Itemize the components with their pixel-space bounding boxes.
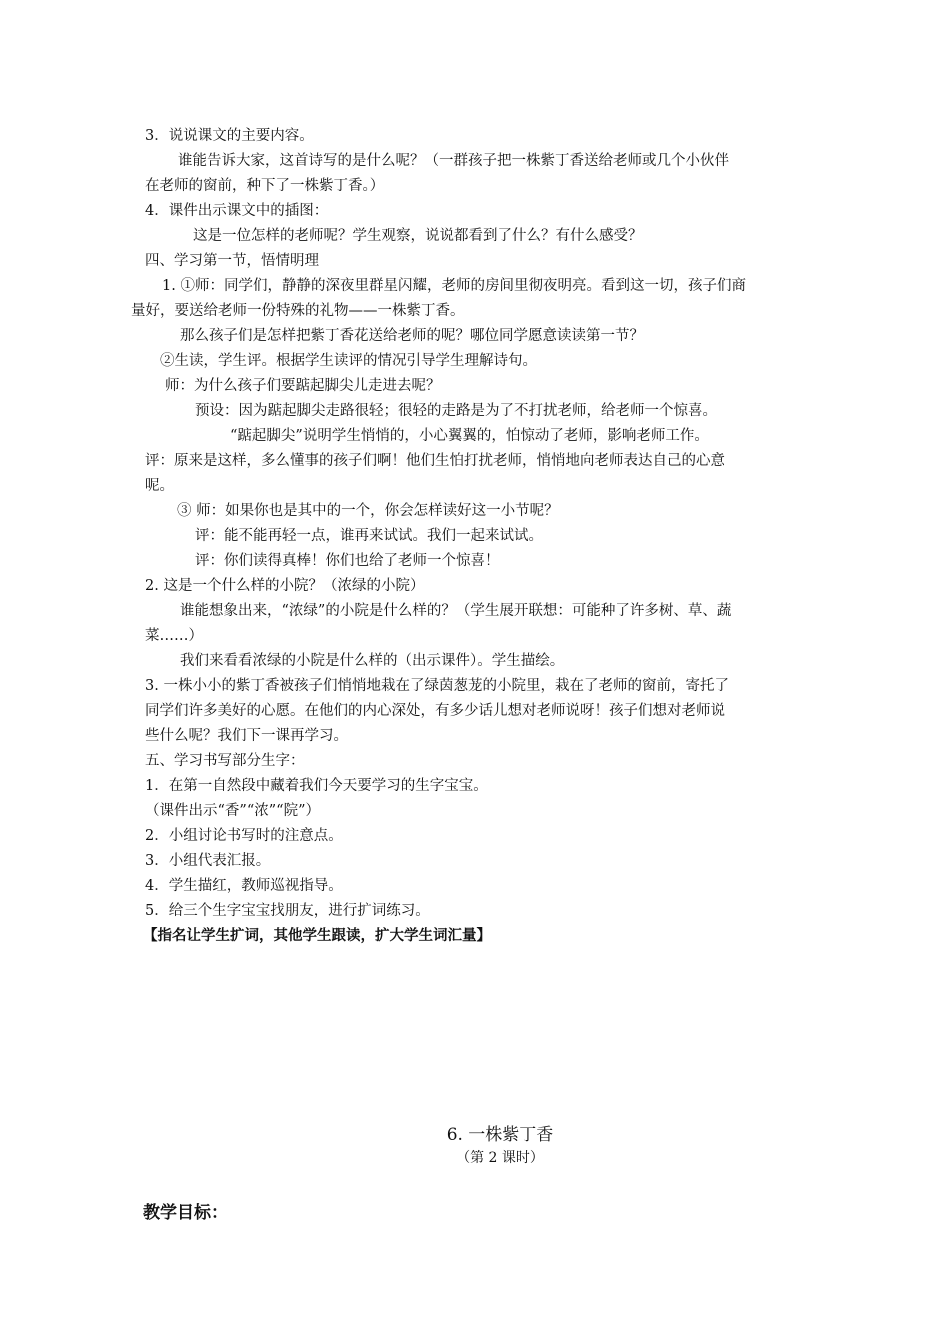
text-line: 呢。 xyxy=(145,478,174,494)
text-line: 5．给三个生字宝宝找朋友，进行扩词练习。 xyxy=(145,903,430,919)
teaching-goal-heading: 教学目标： xyxy=(143,1203,228,1223)
text-line: 些什么呢？我们下一课再学习。 xyxy=(145,728,348,744)
text-line: 1．在第一自然段中藏着我们今天要学习的生字宝宝。 xyxy=(145,778,488,794)
text-line: 菜……） xyxy=(145,628,203,644)
text-line: 量好，要送给老师一份特殊的礼物——一株紫丁香。 xyxy=(131,303,465,319)
text-line: 3．小组代表汇报。 xyxy=(145,853,271,869)
text-line: 【指名让学生扩词，其他学生跟读，扩大学生词汇量】 xyxy=(143,927,491,944)
lesson-subtitle: （第 2 课时） xyxy=(456,1150,544,1166)
text-line: 评：原来是这样，多么懂事的孩子们啊！他们生怕打扰老师，悄悄地向老师表达自己的心意 xyxy=(145,453,725,469)
text-line: 谁能告诉大家，这首诗写的是什么呢？（一群孩子把一株紫丁香送给老师或几个小伙伴 xyxy=(178,153,729,169)
text-line: 预设：因为踮起脚尖走路很轻；很轻的走路是为了不打扰老师，给老师一个惊喜。 xyxy=(195,403,717,419)
text-line: 评：你们读得真棒！你们也给了老师一个惊喜！ xyxy=(195,553,500,569)
text-line: 4．课件出示课文中的插图： xyxy=(145,203,329,219)
text-line: 评：能不能再轻一点，谁再来试试。我们一起来试试。 xyxy=(195,528,543,544)
text-line: 五、学习书写部分生字： xyxy=(145,753,305,769)
text-line: 2. 这是一个什么样的小院？（浓绿的小院） xyxy=(145,578,425,594)
text-line: 那么孩子们是怎样把紫丁香花送给老师的呢？哪位同学愿意读读第一节？ xyxy=(180,328,644,344)
text-line: 1. ①师：同学们，静静的深夜里群星闪耀，老师的房间里彻夜明亮。看到这一切，孩子们商 xyxy=(162,278,746,294)
text-line: 4．学生描红，教师巡视指导。 xyxy=(145,878,343,894)
text-line: 在老师的窗前，种下了一株紫丁香。） xyxy=(145,178,385,194)
text-line: 同学们许多美好的心愿。在他们的内心深处，有多少话儿想对老师说呀！孩子们想对老师说 xyxy=(145,703,725,719)
text-line: 2．小组讨论书写时的注意点。 xyxy=(145,828,343,844)
text-line: 3. 一株小小的紫丁香被孩子们悄悄地栽在了绿茵葱茏的小院里，栽在了老师的窗前，寄托了 xyxy=(145,678,729,694)
text-line: 3．说说课文的主要内容。 xyxy=(145,128,314,144)
text-line: “踮起脚尖”说明学生悄悄的，小心翼翼的，怕惊动了老师，影响老师工作。 xyxy=(230,428,709,444)
text-line: 我们来看看浓绿的小院是什么样的（出示课件）。学生描绘。 xyxy=(180,653,565,669)
text-line: ③ 师：如果你也是其中的一个，你会怎样读好这一小节呢？ xyxy=(177,503,559,519)
text-line: 师：为什么孩子们要踮起脚尖儿走进去呢？ xyxy=(165,378,441,394)
text-line: 四、学习第一节，悟情明理 xyxy=(145,253,319,269)
text-line: ②生读，学生评。根据学生读评的情况引导学生理解诗句。 xyxy=(160,353,537,369)
text-line: （课件出示“香”“浓”“院”） xyxy=(145,803,320,819)
text-line: 这是一位怎样的老师呢？学生观察，说说都看到了什么？有什么感受？ xyxy=(193,228,643,244)
text-line: 谁能想象出来，“浓绿”的小院是什么样的？（学生展开联想：可能种了许多树、草、蔬 xyxy=(180,603,732,619)
lesson-title: 6. 一株紫丁香 xyxy=(446,1125,554,1145)
